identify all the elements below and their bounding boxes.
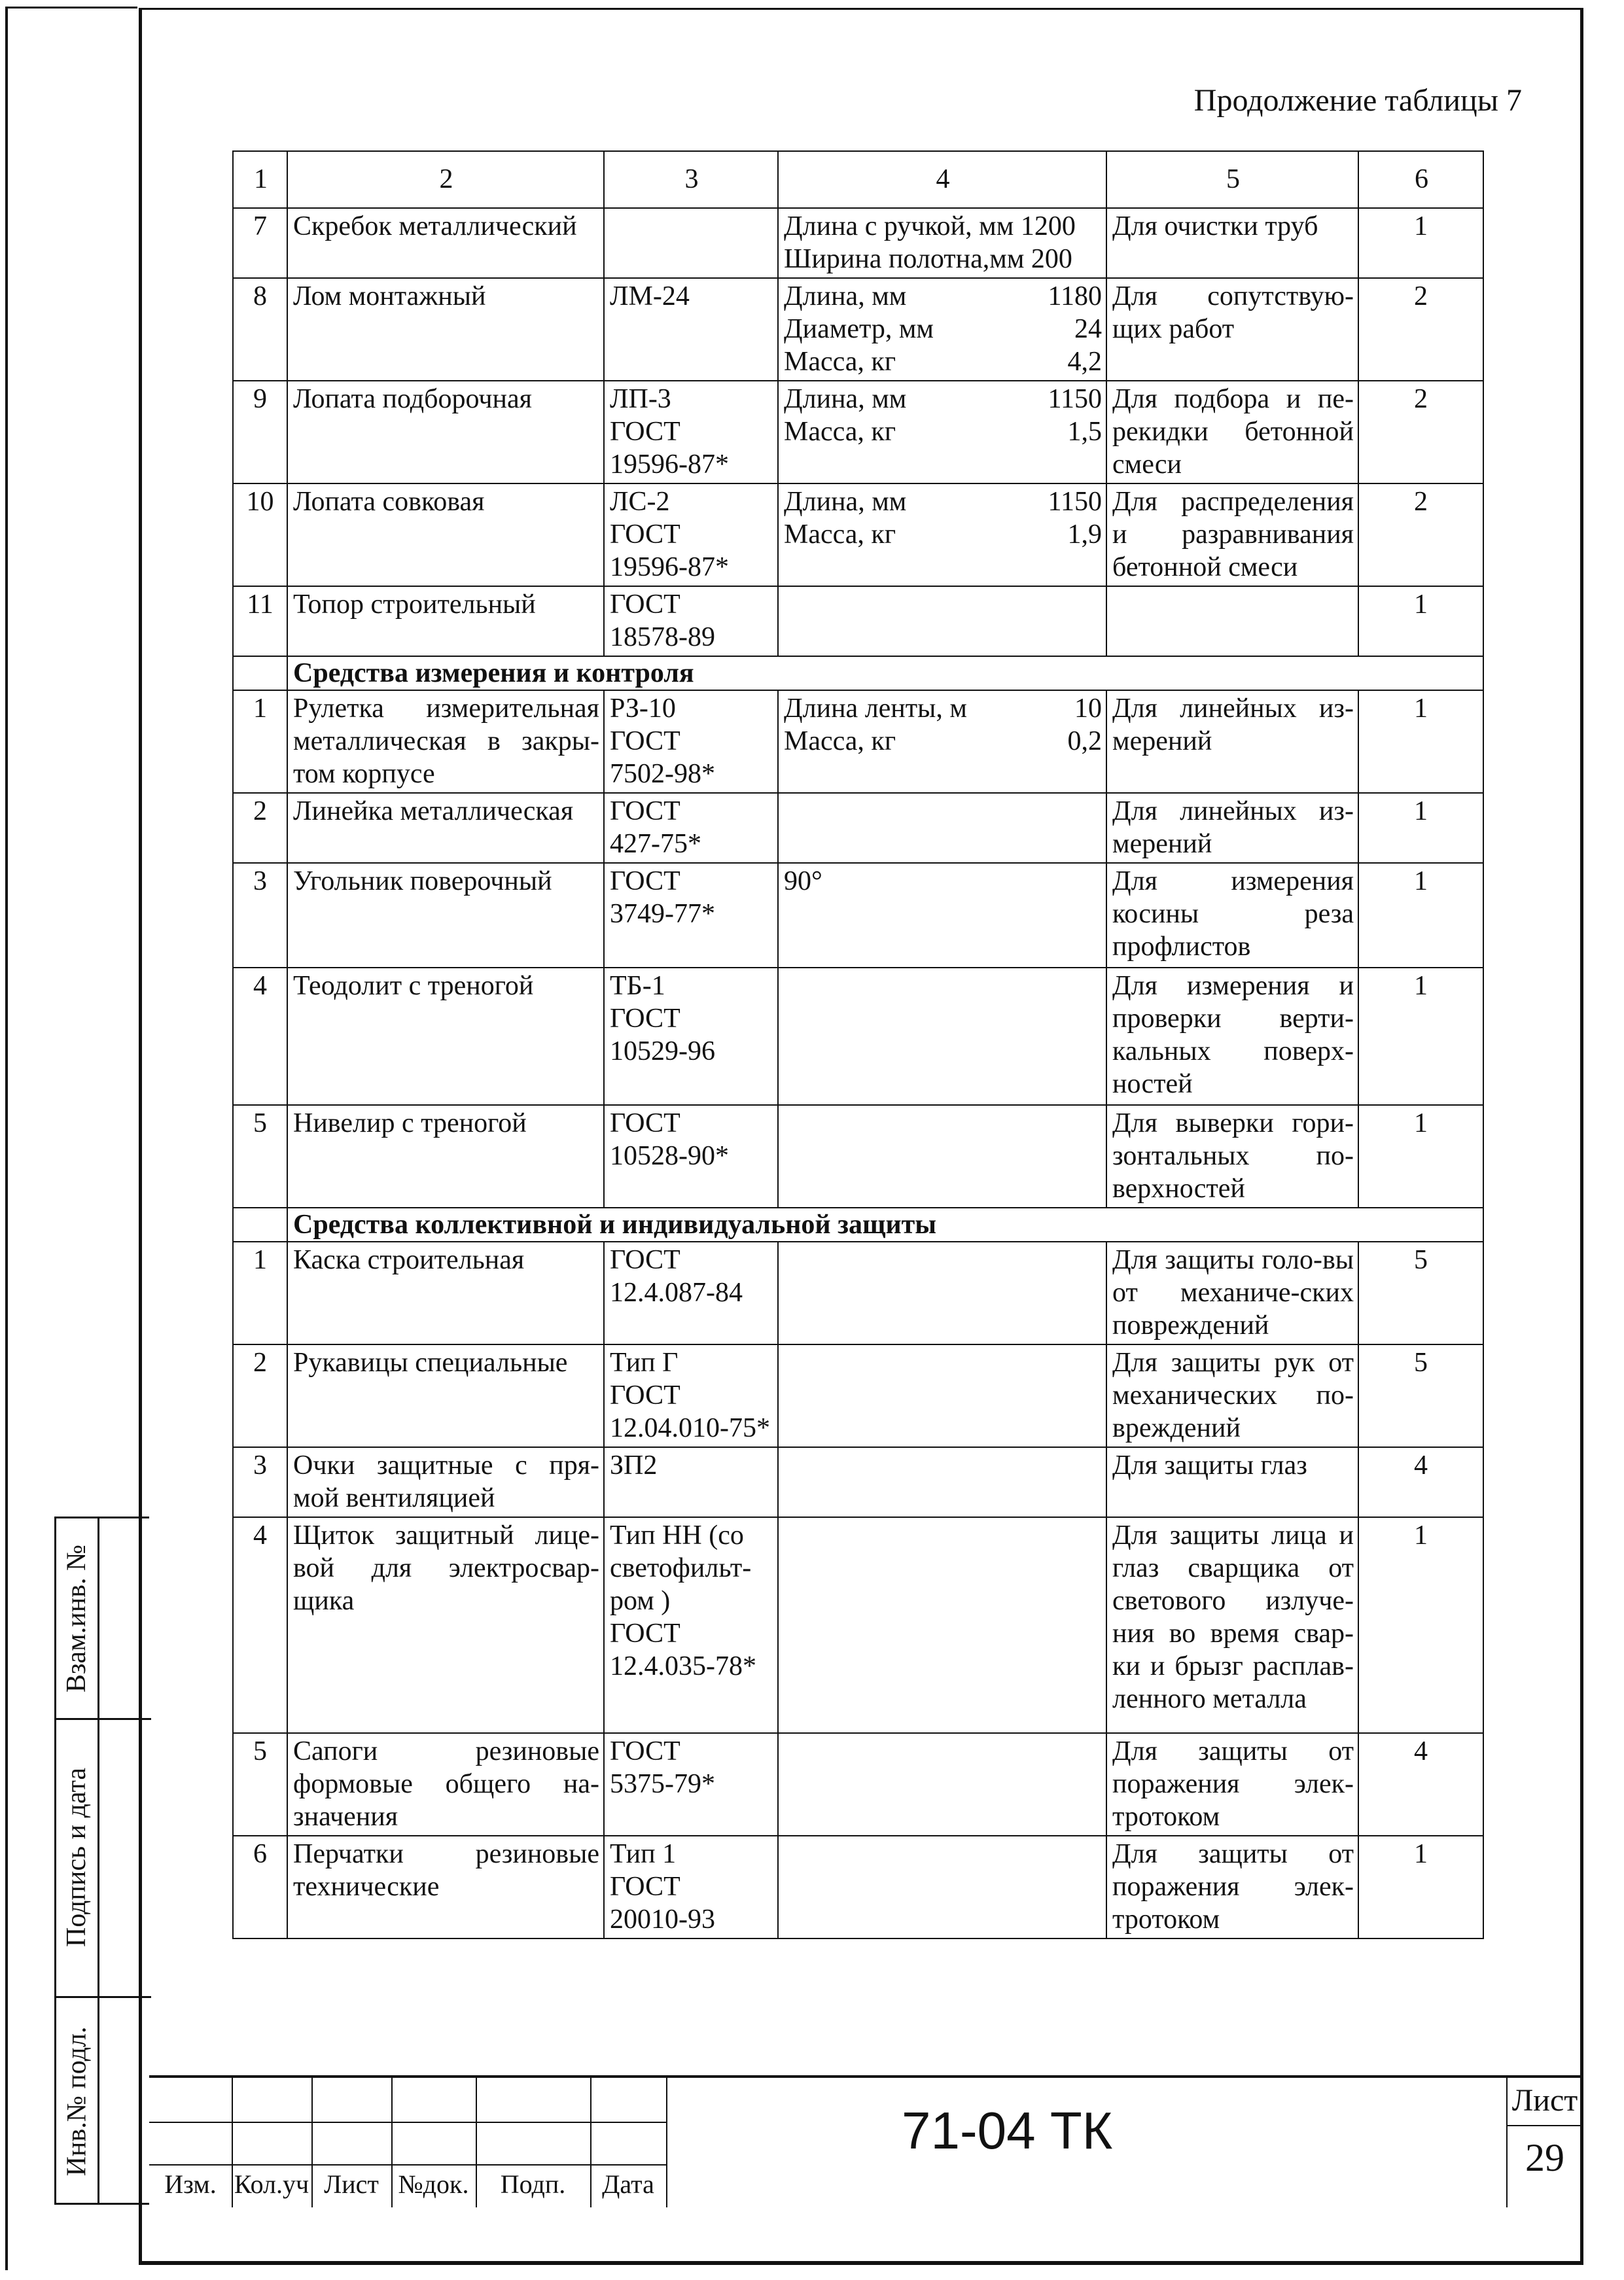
item-quantity-cell: 1 bbox=[1358, 968, 1483, 1105]
item-spec-cell bbox=[778, 1517, 1106, 1733]
mark-line: ЛС-2 bbox=[610, 487, 670, 517]
item-mark-cell bbox=[604, 1836, 778, 1938]
revision-col-label: Дата bbox=[602, 2169, 654, 2199]
table-row bbox=[233, 863, 1483, 968]
mark-line: 10528-90* bbox=[610, 1141, 729, 1171]
item-mark-cell bbox=[604, 483, 778, 586]
spec-param: Ширина полотна,мм 200 bbox=[784, 244, 1072, 274]
outer-border-top bbox=[7, 7, 137, 9]
item-purpose-cell: Для очистки труб bbox=[1106, 208, 1358, 278]
mark-line: ГОСТ bbox=[610, 1108, 680, 1138]
spec-line bbox=[784, 243, 1102, 275]
item-quantity-cell: 5 bbox=[1358, 1242, 1483, 1344]
item-mark-cell bbox=[604, 1242, 778, 1344]
spec-line bbox=[784, 383, 1102, 415]
row-number-cell: 11 bbox=[233, 586, 287, 656]
spec-param: Длина, мм bbox=[784, 281, 907, 311]
table-row bbox=[233, 793, 1483, 863]
spec-param: Диаметр, мм bbox=[784, 314, 934, 344]
row-number-cell: 3 bbox=[233, 1447, 287, 1517]
table-row bbox=[233, 586, 1483, 656]
item-spec-cell bbox=[778, 1733, 1106, 1836]
item-quantity-cell: 5 bbox=[1358, 1344, 1483, 1447]
item-spec-cell bbox=[778, 381, 1106, 483]
table-row bbox=[233, 483, 1483, 586]
table-row bbox=[233, 690, 1483, 793]
item-mark-cell bbox=[604, 208, 778, 278]
item-mark-cell bbox=[604, 1447, 778, 1517]
mark-line: Тип Г bbox=[610, 1348, 679, 1378]
item-name-cell: Топор строительный bbox=[287, 586, 604, 656]
mark-line: 19596-87* bbox=[610, 552, 729, 582]
item-spec-cell bbox=[778, 208, 1106, 278]
section-row bbox=[233, 656, 1483, 690]
row-number-cell: 8 bbox=[233, 278, 287, 381]
table-row bbox=[233, 381, 1483, 483]
item-spec-cell bbox=[778, 1242, 1106, 1344]
item-purpose-cell: Для линейных из-мерений bbox=[1106, 690, 1358, 793]
spec-line bbox=[784, 692, 1102, 725]
row-number-cell: 9 bbox=[233, 381, 287, 483]
item-name-cell: Нивелир с треногой bbox=[287, 1105, 604, 1208]
item-name-cell: Угольник поверочный bbox=[287, 863, 604, 968]
table-row bbox=[233, 1344, 1483, 1447]
item-mark-cell bbox=[604, 793, 778, 863]
item-purpose-cell: Для измерения и проверки верти-кальных поверх-ностей bbox=[1106, 968, 1358, 1105]
mark-line: Тип 1 bbox=[610, 1839, 677, 1869]
section-row bbox=[233, 1208, 1483, 1242]
item-purpose-cell: Для распределения и разравнивания бетонной смеси bbox=[1106, 483, 1358, 586]
row-number-cell: 1 bbox=[233, 690, 287, 793]
mark-line: ТБ-1 bbox=[610, 971, 665, 1001]
spec-param: Длина с ручкой, мм 1200 bbox=[784, 211, 1076, 241]
mark-line: ГОСТ bbox=[610, 1619, 680, 1649]
mark-line: 18578-89 bbox=[610, 622, 715, 652]
vzam-inv-label: Взам.инв. № bbox=[62, 1544, 92, 1692]
column-header: 1 bbox=[233, 151, 287, 208]
item-name-cell: Щиток защитный лице-вой для электросвар-щика bbox=[287, 1517, 604, 1733]
sheet-number: 29 bbox=[1525, 2136, 1564, 2179]
row-number-cell: 2 bbox=[233, 1344, 287, 1447]
item-quantity-cell: 1 bbox=[1358, 1836, 1483, 1938]
mark-line: ГОСТ bbox=[610, 1736, 680, 1766]
section-title: Средства коллективной и индивидуальной защиты bbox=[287, 1208, 1483, 1242]
item-purpose-cell: Для защиты от поражения элек-тротоком bbox=[1106, 1733, 1358, 1836]
column-header: 2 bbox=[287, 151, 604, 208]
mark-line: 12.4.035-78* bbox=[610, 1651, 756, 1681]
item-purpose-cell: Для измерения косины реза профлистов bbox=[1106, 863, 1358, 968]
spec-param: Масса, кг bbox=[784, 519, 896, 550]
spec-param: Длина ленты, м bbox=[784, 693, 967, 724]
column-header: 5 bbox=[1106, 151, 1358, 208]
mark-line: 20010-93 bbox=[610, 1904, 715, 1935]
mark-line: 3749-77* bbox=[610, 899, 715, 929]
spec-line bbox=[784, 485, 1102, 518]
spec-value: 1150 bbox=[1048, 384, 1102, 414]
item-mark-cell bbox=[604, 278, 778, 381]
row-number-cell: 5 bbox=[233, 1733, 287, 1836]
item-quantity-cell: 1 bbox=[1358, 863, 1483, 968]
mark-line: Тип НН (со светофильт-ром ) bbox=[610, 1520, 752, 1616]
spec-value: 24 bbox=[1074, 314, 1102, 344]
revision-col-label: Лист bbox=[324, 2169, 379, 2199]
document-code: 71-04 ТК bbox=[902, 2101, 1113, 2160]
mark-line: ЗП2 bbox=[610, 1450, 658, 1481]
item-spec-cell bbox=[778, 483, 1106, 586]
table-row bbox=[233, 208, 1483, 278]
mark-line: ГОСТ bbox=[610, 866, 680, 896]
spec-value: 1180 bbox=[1048, 281, 1102, 311]
item-mark-cell bbox=[604, 1105, 778, 1208]
item-name-cell: Линейка металлическая bbox=[287, 793, 604, 863]
item-quantity-cell: 1 bbox=[1358, 1105, 1483, 1208]
mark-line: 19596-87* bbox=[610, 449, 729, 480]
sheet-label: Лист bbox=[1511, 2083, 1578, 2118]
item-name-cell: Перчатки резиновые технические bbox=[287, 1836, 604, 1938]
item-purpose-cell: Для подбора и пе-рекидки бетонной смеси bbox=[1106, 381, 1358, 483]
inv-original-label: Инв.№ подл. bbox=[62, 2026, 92, 2177]
table-row bbox=[233, 1242, 1483, 1344]
table-row bbox=[233, 1105, 1483, 1208]
revision-col-label: Изм. bbox=[164, 2169, 217, 2199]
table-row bbox=[233, 968, 1483, 1105]
mark-line: ЛМ-24 bbox=[610, 281, 690, 311]
item-purpose-cell: Для защиты рук от механических по-вреждений bbox=[1106, 1344, 1358, 1447]
row-number-cell: 1 bbox=[233, 1242, 287, 1344]
row-number-cell: 5 bbox=[233, 1105, 287, 1208]
table-row bbox=[233, 278, 1483, 381]
spec-line bbox=[784, 313, 1102, 345]
item-name-cell: Теодолит с треногой bbox=[287, 968, 604, 1105]
item-mark-cell bbox=[604, 1517, 778, 1733]
mark-line: 12.4.087-84 bbox=[610, 1278, 743, 1308]
item-purpose-cell: Для защиты голо-вы от механиче-ских повреждений bbox=[1106, 1242, 1358, 1344]
item-mark-cell bbox=[604, 586, 778, 656]
mark-line: 427-75* bbox=[610, 829, 701, 859]
item-name-cell: Скребок металлический bbox=[287, 208, 604, 278]
mark-line: ГОСТ bbox=[610, 726, 680, 756]
item-purpose-cell: Для сопутствую-щих работ bbox=[1106, 278, 1358, 381]
mark-line: ГОСТ bbox=[610, 1872, 680, 1902]
mark-line: ГОСТ bbox=[610, 417, 680, 447]
item-quantity-cell: 1 bbox=[1358, 793, 1483, 863]
table-row bbox=[233, 1836, 1483, 1938]
item-mark-cell bbox=[604, 863, 778, 968]
item-quantity-cell: 2 bbox=[1358, 381, 1483, 483]
item-purpose-cell: Для защиты от поражения элек-тротоком bbox=[1106, 1836, 1358, 1938]
row-number-cell: 2 bbox=[233, 793, 287, 863]
item-mark-cell bbox=[604, 381, 778, 483]
revision-grid bbox=[149, 2078, 666, 2207]
mark-line: 12.04.010-75* bbox=[610, 1413, 770, 1443]
mark-line: 5375-79* bbox=[610, 1769, 715, 1799]
spec-param: Длина, мм bbox=[784, 487, 907, 517]
item-quantity-cell: 2 bbox=[1358, 483, 1483, 586]
spec-line bbox=[784, 210, 1102, 243]
section-title: Средства измерения и контроля bbox=[287, 656, 1483, 690]
row-number-cell: 10 bbox=[233, 483, 287, 586]
spec-line bbox=[784, 280, 1102, 313]
spec-value: 4,2 bbox=[1067, 347, 1102, 377]
table-row bbox=[233, 1517, 1483, 1733]
spec-param: Масса, кг bbox=[784, 726, 896, 756]
spec-value: 10 bbox=[1074, 693, 1102, 724]
item-mark-cell bbox=[604, 968, 778, 1105]
table-row bbox=[233, 1733, 1483, 1836]
mark-line: ГОСТ bbox=[610, 1380, 680, 1411]
table-header-row bbox=[233, 151, 1483, 208]
item-name-cell: Рукавицы специальные bbox=[287, 1344, 604, 1447]
signature-date-label: Подпись и дата bbox=[62, 1767, 92, 1947]
mark-line: ГОСТ bbox=[610, 519, 680, 550]
item-quantity-cell: 2 bbox=[1358, 278, 1483, 381]
item-purpose-cell: Для защиты глаз bbox=[1106, 1447, 1358, 1517]
item-purpose-cell bbox=[1106, 586, 1358, 656]
item-mark-cell bbox=[604, 1344, 778, 1447]
table-continuation-caption: Продолжение таблицы 7 bbox=[1193, 83, 1522, 118]
item-quantity-cell: 1 bbox=[1358, 586, 1483, 656]
item-name-cell: Лом монтажный bbox=[287, 278, 604, 381]
spec-line bbox=[784, 725, 1102, 758]
item-name-cell: Лопата совковая bbox=[287, 483, 604, 586]
spec-value: 1,5 bbox=[1067, 417, 1102, 447]
item-name-cell: Сапоги резиновые формовые общего на-значения bbox=[287, 1733, 604, 1836]
item-spec-cell bbox=[778, 586, 1106, 656]
revision-col-label: Подп. bbox=[500, 2169, 566, 2199]
spec-line bbox=[784, 518, 1102, 551]
item-mark-cell bbox=[604, 1733, 778, 1836]
column-header: 6 bbox=[1358, 151, 1483, 208]
item-name-cell: Очки защитные с пря-мой вентиляцией bbox=[287, 1447, 604, 1517]
item-spec-cell bbox=[778, 1344, 1106, 1447]
row-number-cell: 6 bbox=[233, 1836, 287, 1938]
item-spec-cell bbox=[778, 1105, 1106, 1208]
row-number-cell: 4 bbox=[233, 1517, 287, 1733]
spec-param: Длина, мм bbox=[784, 384, 907, 414]
item-spec-cell bbox=[778, 690, 1106, 793]
equipment-table-body bbox=[233, 151, 1483, 1938]
item-spec-cell bbox=[778, 278, 1106, 381]
equipment-table bbox=[232, 150, 1484, 1939]
mark-line: РЗ-10 bbox=[610, 693, 676, 724]
spec-line bbox=[784, 345, 1102, 378]
mark-line: ГОСТ bbox=[610, 796, 680, 826]
item-quantity-cell: 4 bbox=[1358, 1733, 1483, 1836]
item-purpose-cell: Для линейных из-мерений bbox=[1106, 793, 1358, 863]
item-name-cell: Лопата подборочная bbox=[287, 381, 604, 483]
spec-value: 1,9 bbox=[1067, 519, 1102, 550]
revision-col-label: Кол.уч bbox=[234, 2169, 309, 2199]
row-number-cell: 4 bbox=[233, 968, 287, 1105]
item-name-cell: Каска строительная bbox=[287, 1242, 604, 1344]
item-spec-cell bbox=[778, 1447, 1106, 1517]
item-purpose-cell: Для выверки гори-зонтальных по-верхностей bbox=[1106, 1105, 1358, 1208]
spec-param: Масса, кг bbox=[784, 347, 896, 377]
spec-line bbox=[784, 415, 1102, 448]
row-number-cell: 3 bbox=[233, 863, 287, 968]
item-quantity-cell: 4 bbox=[1358, 1447, 1483, 1517]
outer-border-left bbox=[5, 7, 8, 2270]
item-mark-cell bbox=[604, 690, 778, 793]
item-spec-cell bbox=[778, 793, 1106, 863]
spec-line bbox=[784, 865, 1102, 898]
row-number-cell: 7 bbox=[233, 208, 287, 278]
table-row bbox=[233, 1447, 1483, 1517]
item-name-cell: Рулетка измерительная металлическая в закры-том корпусе bbox=[287, 690, 604, 793]
side-approval-stamp bbox=[54, 1517, 149, 2205]
mark-line: 7502-98* bbox=[610, 759, 715, 789]
revision-col-label: №док. bbox=[398, 2169, 469, 2199]
item-spec-cell bbox=[778, 863, 1106, 968]
item-quantity-cell: 1 bbox=[1358, 690, 1483, 793]
spec-param: 90° bbox=[784, 866, 822, 896]
mark-line: ГОСТ bbox=[610, 589, 680, 620]
item-purpose-cell: Для защиты лица и глаз сварщика от светового излуче-ния во время свар-ки и брызг расплав-ленного металла bbox=[1106, 1517, 1358, 1733]
spec-param: Масса, кг bbox=[784, 417, 896, 447]
spec-value: 0,2 bbox=[1067, 726, 1102, 756]
spec-value: 1150 bbox=[1048, 487, 1102, 517]
item-spec-cell bbox=[778, 1836, 1106, 1938]
mark-line: ГОСТ bbox=[610, 1245, 680, 1275]
item-spec-cell bbox=[778, 968, 1106, 1105]
mark-line: ГОСТ bbox=[610, 1004, 680, 1034]
title-block bbox=[149, 2075, 1583, 2205]
mark-line: ЛП-3 bbox=[610, 384, 671, 414]
column-header: 3 bbox=[604, 151, 778, 208]
column-header: 4 bbox=[778, 151, 1106, 208]
mark-line: 10529-96 bbox=[610, 1036, 715, 1066]
item-quantity-cell: 1 bbox=[1358, 1517, 1483, 1733]
item-quantity-cell: 1 bbox=[1358, 208, 1483, 278]
